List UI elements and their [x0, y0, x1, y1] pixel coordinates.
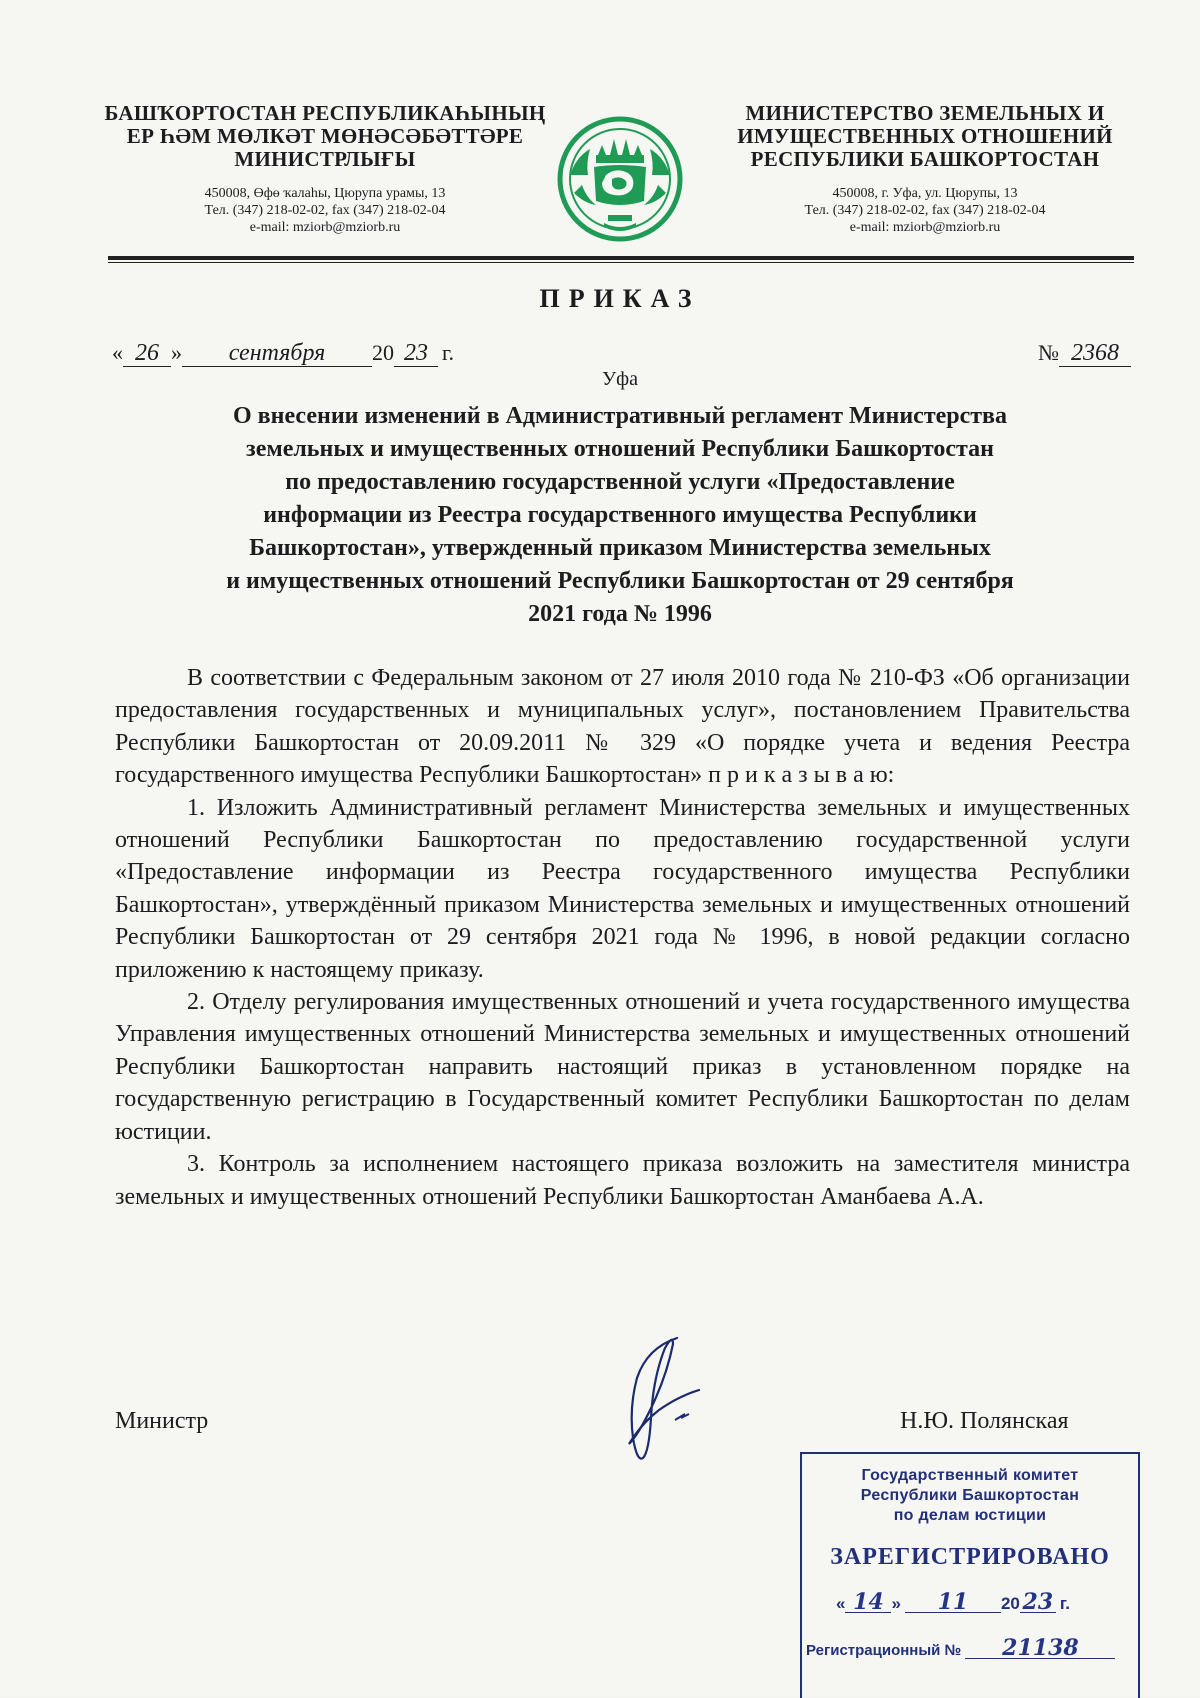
date-open-quote: «: [112, 340, 123, 365]
subject-line: информации из Реестра государственного имущества Республики: [263, 502, 977, 528]
stamp-open-quote: «: [836, 1594, 846, 1613]
subject-line: О внесении изменений в Административный регламент Министерства: [232, 403, 1008, 429]
order-number-prefix: №: [1038, 340, 1059, 365]
order-city: Уфа: [602, 368, 638, 390]
body-item-1: 1. Изложить Административный регламент Министерства земельных и имущественных отношений Республики Башкортостан по предоставлению государственной услуги «Предоставление информации из Реестра государственного имущества Республики Башкортостан», утверждённый приказом Министерства земельных и имущественных отношений Республики Башкортостан от 29 сентября 2021 года № 1996, в новой редакции согласно приложению к настоящему приказу.: [115, 794, 1130, 983]
order-date: [112, 340, 454, 367]
header-right-title-line: МИНИСТЕРСТВО ЗЕМЕЛЬНЫХ И: [745, 101, 1105, 125]
header-right-title-line: ИМУЩЕСТВЕННЫХ ОТНОШЕНИЙ: [737, 124, 1113, 148]
stamp-registration: [806, 1635, 1115, 1661]
header-left-title-line: БАШҠОРТОСТАН РЕСПУБЛИКАҺЫНЫҢ: [104, 101, 546, 125]
order-number: 2368: [1059, 342, 1131, 367]
subject-line: земельных и имущественных отношений Республики Башкортостан: [246, 436, 994, 462]
stamp-authority-line: Республики Башкортостан: [860, 1487, 1080, 1504]
header-divider-thin: [108, 262, 1134, 263]
order-year-suffix: 23: [394, 342, 438, 367]
order-day: 26: [123, 342, 171, 367]
header-left-title-line: ЕР ҺӘМ МӨЛКӘТ МӨНӘСӘБӘТТӘРЕ: [126, 124, 524, 148]
registration-stamp: [800, 1452, 1140, 1698]
header-left-address-line: e-mail: mziorb@mziorb.ru: [249, 220, 401, 235]
stamp-year-prefix: 20: [1000, 1594, 1020, 1613]
stamp-authority-line: Государственный комитет: [861, 1467, 1079, 1484]
stamp-year-suffix: 23: [1020, 1592, 1056, 1613]
stamp-reg-number: 21138: [965, 1638, 1115, 1659]
header-right-address-line: Тел. (347) 218-02-02, fax (347) 218-02-04: [804, 203, 1046, 218]
body-item-3: 3. Контроль за исполнением настоящего приказа возложить на заместителя министра земельных и имущественных отношений Республики Башкортостан Аманбаева А.А.: [115, 1151, 1130, 1210]
order-year-prefix: 20: [372, 340, 394, 365]
body-preamble: В соответствии с Федеральным законом от 27 июля 2010 года № 210-ФЗ «Об организации предоставления государственных и муниципальных услуг», постановлением Правительства Республики Башкортостан от 20.09.2011 № 329 «О порядке учета и ведения Реестра государственного имущества Республики Башкортостан» п р и к а з ы в а ю:: [115, 665, 1130, 789]
stamp-status: ЗАРЕГИСТРИРОВАНО: [830, 1544, 1110, 1570]
header-left-address-line: 450008, Өфө ҡалаһы, Цюрупа урамы, 13: [204, 186, 446, 201]
order-year-mark: г.: [442, 340, 455, 365]
coat-of-arms-emblem-icon: [556, 115, 684, 243]
header-left: [95, 102, 555, 236]
header-right-title-line: РЕСПУБЛИКИ БАШКОРТОСТАН: [750, 147, 1100, 171]
handwritten-signature-icon: [605, 1330, 715, 1470]
subject-line: и имущественных отношений Республики Башкортостан от 29 сентября: [226, 568, 1014, 594]
body-item-2: 2. Отделу регулирования имущественных отношений и учета государственного имущества Управления имущественных отношений Министерства земельных и имущественных отношений Республики Башкортостан направить настоящий приказ в установленном порядке на государственную регистрацию в Государственный комитет Республики Башкортостан по делам юстиции.: [115, 989, 1130, 1145]
header-right: [715, 102, 1135, 236]
order-month: сентября: [182, 342, 372, 367]
stamp-year-mark: г.: [1059, 1594, 1070, 1613]
header-divider-thick: [108, 256, 1134, 260]
subject-line: 2021 года № 1996: [528, 601, 712, 627]
stamp-day: 14: [845, 1592, 891, 1613]
signatory-name: Н.Ю. Полянская: [900, 1408, 1069, 1434]
subject-line: по предоставлению государственной услуги «Предоставление: [285, 469, 955, 495]
date-close-quote: »: [171, 340, 182, 365]
order-number-block: [1038, 340, 1131, 367]
order-body: [115, 662, 1130, 1213]
stamp-reg-label: Регистрационный №: [806, 1642, 962, 1659]
stamp-close-quote: »: [891, 1594, 901, 1613]
order-title: ПРИКАЗ: [539, 284, 701, 313]
header-left-address-line: Тел. (347) 218-02-02, fax (347) 218-02-04: [204, 203, 446, 218]
header-right-address-line: 450008, г. Уфа, ул. Цюрупы, 13: [832, 186, 1018, 201]
signatory-position: Министр: [115, 1408, 209, 1434]
subject-line: Башкортостан», утвержденный приказом Министерства земельных: [249, 535, 991, 561]
header-left-title-line: МИНИСТРЛЫҒЫ: [234, 147, 416, 171]
order-subject: [110, 400, 1130, 631]
stamp-month: 11: [905, 1592, 1001, 1613]
header-right-address-line: e-mail: mziorb@mziorb.ru: [849, 220, 1001, 235]
stamp-authority-line: по делам юстиции: [893, 1507, 1047, 1524]
stamp-date: [836, 1589, 1070, 1615]
